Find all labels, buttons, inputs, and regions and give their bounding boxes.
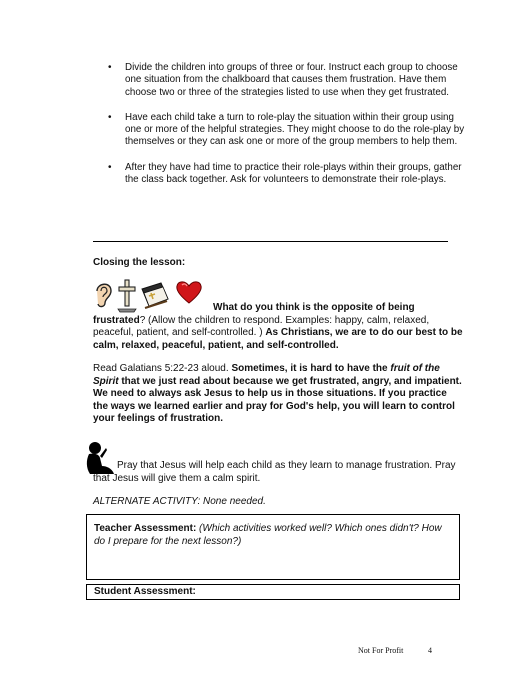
fruit-of-spirit-text: fruit of the Spirit bbox=[93, 363, 440, 387]
galatians-bold-1: Sometimes, it is hard to have the bbox=[231, 363, 391, 374]
closing-question-bold: What do you think is the opposite of being frustrated bbox=[93, 302, 415, 326]
page-number: 4 bbox=[428, 646, 432, 655]
closing-question-bold-2: As Christians, we are to do our best to be calm, relaxed, peaceful, patient, and self-controlled. bbox=[93, 327, 463, 351]
section-divider bbox=[93, 241, 448, 242]
closing-question-normal: ? (Allow the children to respond. Examples: happy, calm, relaxed, peaceful, patient, and self-controlled. ) bbox=[93, 314, 430, 339]
bullet-glyph: • bbox=[108, 62, 112, 73]
bullet-text: After they have had time to practice their role-plays within their groups, gather the class back together. Ask for volunteers to demonstrate their role-plays. bbox=[125, 161, 462, 186]
closing-heading: Closing the lesson: bbox=[93, 257, 186, 268]
galatians-paragraph bbox=[93, 363, 463, 426]
closing-question-paragraph bbox=[93, 302, 463, 352]
teacher-assessment-text bbox=[94, 523, 454, 548]
teacher-assessment-prompt: (Which activities worked well? Which ones didn't? How do I prepare for the next lesson?) bbox=[94, 523, 442, 547]
teacher-assessment-label: Teacher Assessment: bbox=[94, 523, 197, 534]
list-item bbox=[108, 62, 468, 99]
footer-text: Not For Profit bbox=[358, 646, 404, 655]
student-assessment-box bbox=[86, 584, 460, 600]
galatians-normal: Read Galatians 5:22-23 aloud. bbox=[93, 363, 232, 374]
list-item bbox=[108, 112, 468, 149]
activity-bullet-list bbox=[108, 62, 468, 199]
bullet-glyph: • bbox=[108, 111, 112, 123]
list-item bbox=[108, 162, 468, 187]
prayer-text: Pray that Jesus will help each child as they learn to manage frustration. Pray that Jesus will give them a calm spirit. bbox=[93, 460, 456, 484]
bullet-text: Have each child take a turn to role-play the situation within their group using one or more of the helpful strategies. They might choose to do the role-play by themselves or they can ask one or more of the group members to help them. bbox=[125, 111, 465, 148]
teacher-assessment-box bbox=[86, 514, 460, 580]
bullet-text: Divide the children into groups of three or four. Instruct each group to choose one situation from the chalkboard that causes them frustration. Have them choose two or three of the strategies listed to use when they get frustrated. bbox=[125, 62, 458, 98]
galatians-bold-2: that we just read about because we get frustrated, angry, and impatient. We need to always ask Jesus to help us in those situations. If you practice the ways we learned earlier and pray for God's help, you will learn to control your feelings of frustration. bbox=[93, 375, 462, 425]
alternate-activity: ALTERNATE ACTIVITY: None needed. bbox=[93, 496, 266, 507]
bullet-glyph: • bbox=[108, 161, 112, 173]
prayer-paragraph bbox=[93, 460, 463, 485]
student-assessment-label: Student Assessment: bbox=[94, 586, 196, 597]
